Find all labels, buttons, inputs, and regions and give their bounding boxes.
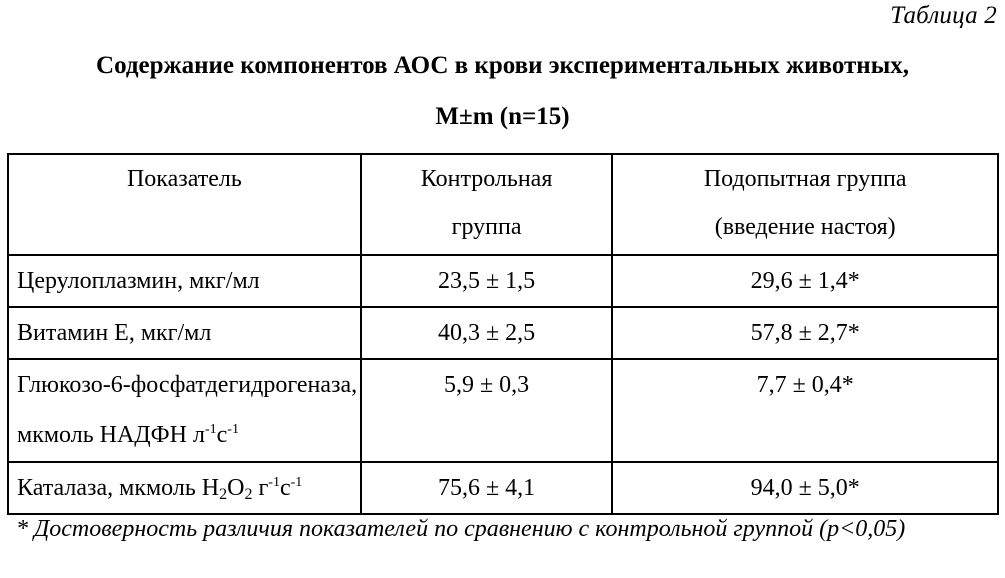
label-text: с bbox=[279, 475, 291, 501]
cell-experimental: 29,6 ± 1,4* bbox=[612, 255, 998, 307]
table-caption: Таблица 2 bbox=[890, 2, 997, 29]
unit-exponent: -1 bbox=[227, 422, 239, 437]
header-experimental bbox=[612, 154, 998, 255]
label-text: г bbox=[252, 475, 269, 501]
table-title-stats: M±m (n=15) bbox=[435, 103, 570, 130]
data-table bbox=[7, 153, 999, 515]
cell-control: 75,6 ± 4,1 bbox=[361, 462, 613, 514]
header-experimental-line2: (введение настоя) bbox=[714, 214, 896, 240]
label-text: O bbox=[227, 475, 245, 501]
cell-experimental: 94,0 ± 5,0* bbox=[612, 462, 998, 514]
header-indicator bbox=[8, 154, 361, 255]
unit-exponent: -1 bbox=[290, 475, 303, 490]
footnote: * Достоверность различия показателей по сравнению с контрольной группой (p<0,05) bbox=[16, 516, 906, 542]
cell-indicator-line1: Глюкозо-6-фосфатдегидрогеназа, bbox=[17, 372, 358, 398]
header-control-line1: Контрольная bbox=[420, 166, 553, 192]
cell-experimental: 57,8 ± 2,7* bbox=[612, 307, 998, 359]
header-indicator-label: Показатель bbox=[126, 166, 242, 192]
unit-exponent: -1 bbox=[268, 475, 280, 490]
header-control bbox=[361, 154, 613, 255]
table-row bbox=[8, 462, 998, 514]
table-header-row bbox=[8, 154, 998, 255]
unit-text: с bbox=[216, 422, 228, 448]
formula-subscript: 2 bbox=[219, 486, 228, 503]
cell-indicator bbox=[8, 462, 361, 514]
table-title: Содержание компонентов АОС в крови экспериментальных животных, bbox=[96, 52, 909, 79]
cell-control: 23,5 ± 1,5 bbox=[361, 255, 613, 307]
cell-control: 5,9 ± 0,3 bbox=[361, 359, 613, 462]
table-row bbox=[8, 255, 998, 307]
cell-indicator-line2 bbox=[17, 422, 239, 448]
cell-control: 40,3 ± 2,5 bbox=[361, 307, 613, 359]
table-row bbox=[8, 359, 998, 462]
header-experimental-line1: Подопытная группа bbox=[703, 166, 907, 192]
unit-exponent: -1 bbox=[204, 422, 217, 437]
cell-indicator bbox=[8, 359, 361, 462]
cell-experimental: 7,7 ± 0,4* bbox=[612, 359, 998, 462]
cell-indicator: Церулоплазмин, мкг/мл bbox=[8, 255, 361, 307]
label-text: Каталаза, мкмоль H bbox=[17, 475, 220, 501]
cell-indicator: Витамин Е, мкг/мл bbox=[8, 307, 361, 359]
table-row bbox=[8, 307, 998, 359]
header-control-line2: группа bbox=[451, 214, 522, 240]
formula-subscript: 2 bbox=[244, 486, 253, 503]
unit-text: мкмоль НАДФН л bbox=[17, 422, 205, 448]
